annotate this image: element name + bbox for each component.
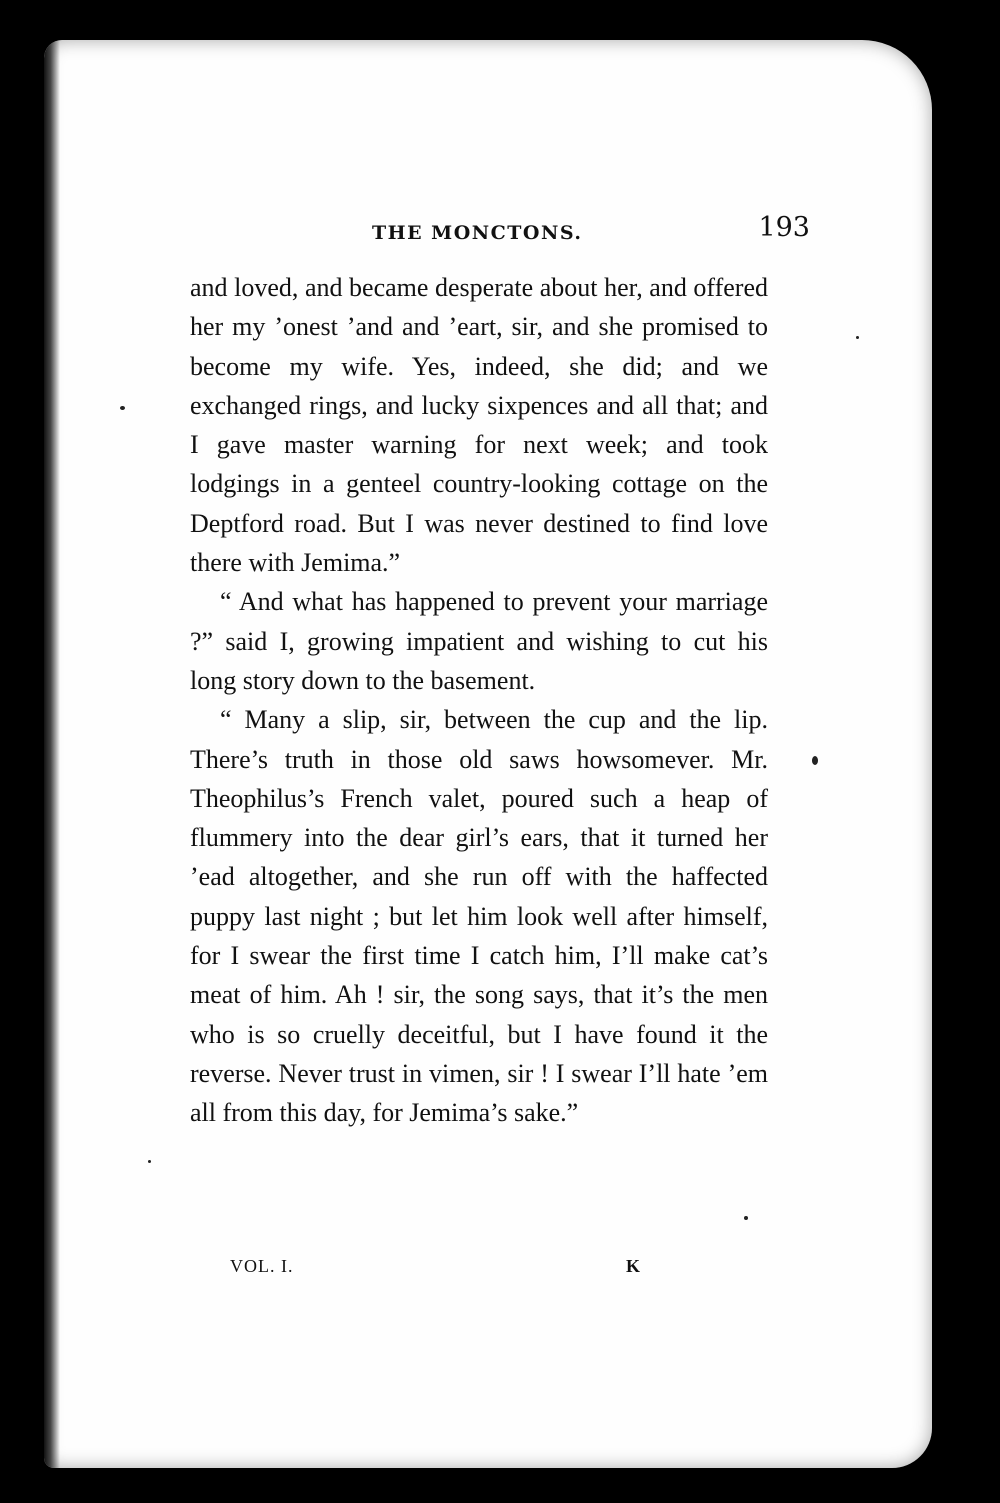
scan-speck bbox=[812, 756, 818, 765]
binding-shadow bbox=[44, 40, 60, 1468]
book-page bbox=[44, 40, 932, 1468]
page-number: 193 bbox=[758, 212, 810, 243]
paragraph-3: “ Many a slip, sir, between the cup and the lip. There’s truth in those old saws howsomever. Mr. Theophilus’s French valet, poured such a heap of flummery into the dear girl’s ears, that it turned her ’ead altogether, and she run off with the haffected puppy last night ; but let him look well after himself, for I swear the first time I catch him, I’ll make cat’s meat of him. Ah ! sir, the song says, that it’s the men who is so cruelly deceitful, but I have found it the reverse. Never trust in vimen, sir ! I swear I’ll hate ’em all from this day, for Jemima’s sake.” bbox=[190, 705, 768, 1128]
paragraph-1: and loved, and became desperate about her, and offered her my ’onest ’and and ’eart, sir, and she promised to become my wife. Yes, indeed, she did; and we exchanged rings, and lucky sixpences and all that; and I gave master warning for next week; and took lodgings in a genteel country-looking cottage on the Deptford road. But I was never destined to find love there with Jemima.” bbox=[190, 273, 768, 578]
volume-signature: VOL. I. bbox=[230, 1256, 294, 1276]
signature-letter: K bbox=[626, 1256, 641, 1276]
scan-speck bbox=[120, 406, 125, 410]
page-header bbox=[190, 210, 810, 250]
scan-speck bbox=[744, 1216, 748, 1220]
page-footer bbox=[230, 1256, 690, 1286]
paragraph-2: “ And what has happened to prevent your marriage ?” said I, growing impatient and wishing to cut his long story down to the basement. bbox=[190, 587, 768, 695]
scan-speck bbox=[148, 1160, 151, 1163]
running-title: THE MONCTONS. bbox=[372, 222, 583, 244]
body-text bbox=[190, 268, 768, 1133]
scan-speck bbox=[856, 336, 859, 339]
